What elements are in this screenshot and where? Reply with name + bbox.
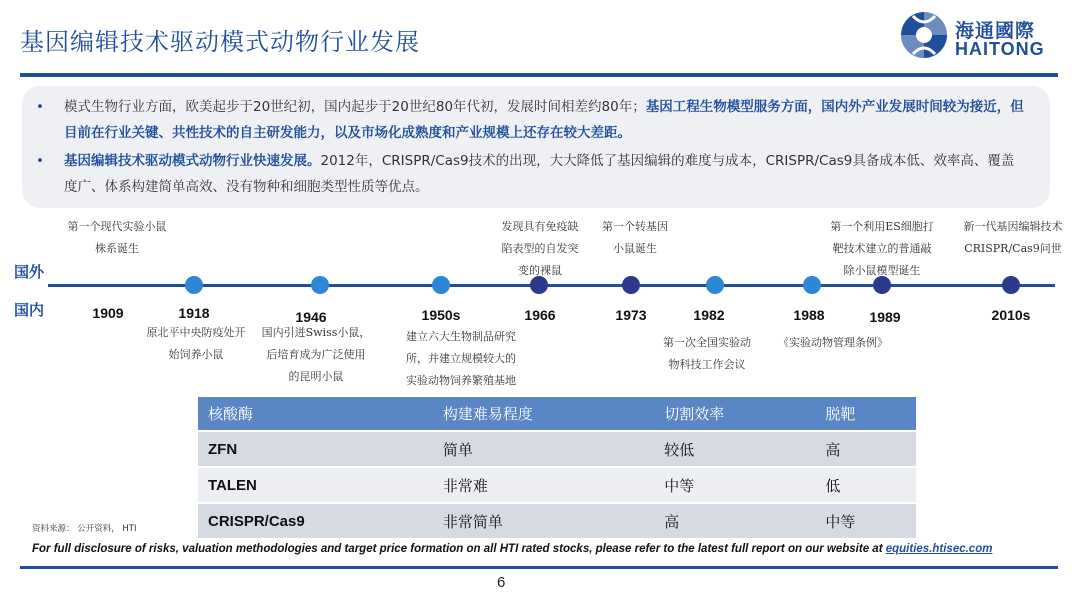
table-header-row <box>198 397 916 431</box>
timeline-note-home-1988: 《实验动物管理条例》 <box>778 336 888 349</box>
table-row <box>198 503 916 538</box>
timeline-year: 2010s <box>991 307 1031 323</box>
timeline-note-abroad-1966: 发现具有免疫缺 陷表型的自发突 变的裸鼠 <box>501 220 579 277</box>
timeline-marker-1950s <box>432 276 450 294</box>
timeline-note-home-1918: 原北平中央防疫处开 始饲养小鼠 <box>146 326 246 361</box>
timeline-year: 1918 <box>178 305 210 321</box>
table-cell: CRISPR/Cas9 <box>198 503 433 538</box>
haitong-logo-icon <box>899 10 949 60</box>
bullet-1-text <box>64 94 1026 146</box>
table-cell: ZFN <box>198 431 433 467</box>
timeline-note-home-1950s: 建立六大生物制品研究 所，并建立规模较大的 实验动物饲养繁殖基地 <box>406 330 516 387</box>
timeline-year: 1950s <box>421 307 461 323</box>
table-row <box>198 467 916 503</box>
timeline-note-abroad-1909: 第一个现代实验小鼠 株系诞生 <box>67 220 167 255</box>
source-note: 资料来源： 公开资料， HTI <box>32 524 137 534</box>
table-header-cell: 核酸酶 <box>198 397 433 431</box>
table-header-cell: 切割效率 <box>654 397 815 431</box>
table-cell: 高 <box>654 503 815 538</box>
table-cell: 中等 <box>654 467 815 503</box>
timeline-home-label: 国内 <box>14 301 45 319</box>
table-cell: 非常简单 <box>433 503 654 538</box>
table-header-cell: 构建难易程度 <box>433 397 654 431</box>
footer-divider <box>20 566 1058 569</box>
timeline-marker-1973 <box>622 276 640 294</box>
timeline-marker-1946 <box>311 276 329 294</box>
disclaimer-text: For full disclosure of risks, valuation methodologies and target price formation on all HTI rated stocks, please refer to the latest full report on our website at <box>32 543 886 555</box>
table-cell: TALEN <box>198 467 433 503</box>
bullet-1-plain: 模式生物行业方面，欧美起步于20世纪初，国内起步于20世纪80年代初，发展时间相差约80年； <box>64 99 646 115</box>
timeline-marker-2010s <box>1002 276 1020 294</box>
timeline-year: 1973 <box>615 307 647 323</box>
table-cell: 非常难 <box>433 467 654 503</box>
disclaimer <box>32 543 992 555</box>
table-cell: 中等 <box>815 503 916 538</box>
bullet-1-bold: 基因工程生物模型服务方面，国内外产业发展时间较为接近，但目前在行业关键、共性技术的自主研发能力，以及市场化成熟度和产业规模上还存在较大差距。 <box>64 99 1024 141</box>
timeline-year: 1982 <box>693 307 725 323</box>
timeline-marker-1982 <box>706 276 724 294</box>
table-cell: 简单 <box>433 431 654 467</box>
timeline-note-abroad-1989: 第一个利用ES细胞打 靶技术建立的普通敲 除小鼠模型诞生 <box>830 220 934 277</box>
timeline-note-home-1982: 第一次全国实验动 物科技工作会议 <box>663 336 751 371</box>
bullet-2-text <box>64 148 1026 200</box>
table-row <box>198 431 916 467</box>
timeline-year: 1946 <box>295 309 327 325</box>
table-cell: 高 <box>815 431 916 467</box>
timeline-year: 1909 <box>92 305 124 321</box>
timeline-abroad-label: 国外 <box>14 263 45 281</box>
timeline-note-home-1946: 国内引进Swiss小鼠， 后培育成为广泛使用 的昆明小鼠 <box>261 326 371 383</box>
timeline-note-abroad-2010s: 新一代基因编辑技术 CRISPR/Cas9问世 <box>963 220 1063 255</box>
page-title: 基因编辑技术驱动模式动物行业发展 <box>20 28 420 56</box>
summary-box <box>22 86 1050 208</box>
haitong-logo <box>899 10 1059 62</box>
timeline-marker-1918 <box>185 276 203 294</box>
timeline-year: 1989 <box>869 309 901 325</box>
table-cell: 较低 <box>654 431 815 467</box>
timeline-year: 1966 <box>524 307 556 323</box>
header-divider <box>20 73 1058 77</box>
logo-chinese-text: 海通國際 <box>955 20 1036 42</box>
logo-english-text: HAITONG <box>955 39 1045 59</box>
bullet-dot: • <box>36 153 44 169</box>
table-header-cell: 脱靶 <box>815 397 916 431</box>
nuclease-comparison-table <box>198 397 916 538</box>
bullet-2-plain: 2012年，CRISPR/Cas9技术的出现，大大降低了基因编辑的难度与成本，CRISPR/Cas9具备成本低、效率高、覆盖度广、体系构建简单高效、没有物种和细胞类型性质等优点。 <box>64 153 1015 195</box>
timeline-year: 1988 <box>793 307 825 323</box>
timeline-note-abroad-1973: 第一个转基因 小鼠诞生 <box>602 220 668 255</box>
page-number: 6 <box>497 574 506 591</box>
table-cell: 低 <box>815 467 916 503</box>
bullet-dot: • <box>36 99 44 115</box>
bullet-2-bold: 基因编辑技术驱动模式动物行业快速发展。 <box>64 153 321 169</box>
website-link[interactable]: equities.htisec.com <box>885 543 993 555</box>
